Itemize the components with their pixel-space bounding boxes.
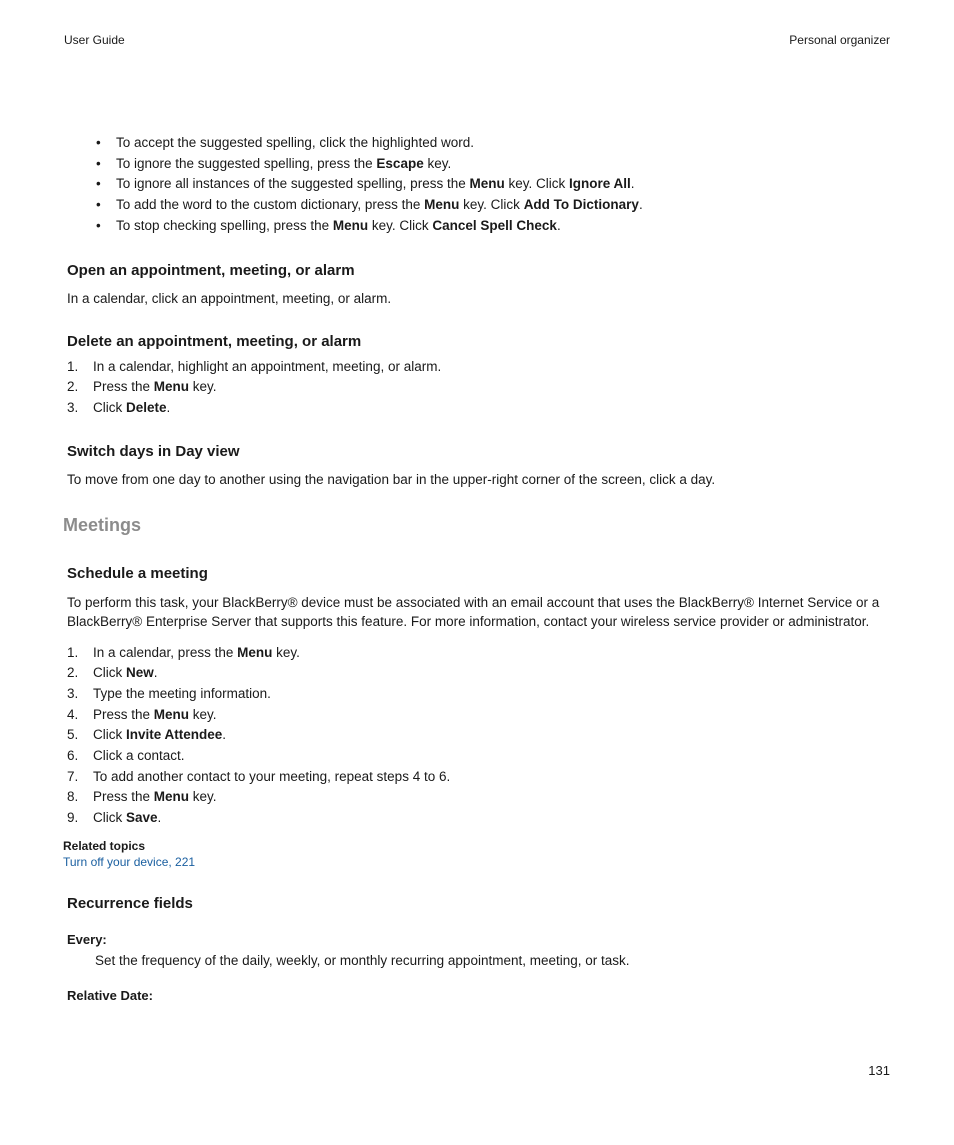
field-definition-every: Set the frequency of the daily, weekly, or monthly recurring appointment, meeting, or task.: [95, 953, 630, 968]
step-item: 2. Click New.: [67, 665, 158, 680]
step-item: 2. Press the Menu key.: [67, 379, 217, 394]
field-term-every: Every:: [67, 932, 107, 947]
list-item: • To ignore the suggested spelling, press the Escape key.: [96, 156, 452, 171]
list-item: • To ignore all instances of the suggested spelling, press the Menu key. Click Ignore All.: [96, 176, 635, 191]
chapter-heading-meetings: Meetings: [63, 515, 142, 535]
paragraph: To move from one day to another using the navigation bar in the upper-right corner of the screen, click a day.: [67, 472, 716, 487]
related-topics-heading: Related topics: [63, 839, 146, 853]
step-item: 7. To add another contact to your meeting, repeat steps 4 to 6.: [67, 769, 451, 784]
step-item: 9. Click Save.: [67, 810, 162, 825]
header-left: User Guide: [64, 33, 125, 47]
paragraph: In a calendar, click an appointment, meeting, or alarm.: [67, 291, 392, 306]
step-item: 4. Press the Menu key.: [67, 707, 217, 722]
header-right: Personal organizer: [789, 33, 890, 47]
step-item: 1. In a calendar, highlight an appointment, meeting, or alarm.: [67, 359, 442, 374]
section-heading-open: Open an appointment, meeting, or alarm: [67, 262, 355, 279]
list-item: • To add the word to the custom dictionary, press the Menu key. Click Add To Dictionary.: [96, 197, 643, 212]
step-item: 3. Click Delete.: [67, 400, 171, 415]
page-number: 131: [868, 1063, 890, 1078]
related-topic-link[interactable]: Turn off your device, 221: [63, 855, 196, 869]
step-item: 8. Press the Menu key.: [67, 789, 217, 804]
paragraph: To perform this task, your BlackBerry® device must be associated with an email account that uses the BlackBerry® Internet Service or a BlackBerry® Enterprise Server that supports this feature. For more information, contact your wireless service provider or administrator.: [67, 595, 880, 629]
list-item: • To accept the suggested spelling, click the highlighted word.: [96, 135, 474, 150]
step-item: 1. In a calendar, press the Menu key.: [67, 645, 300, 660]
section-heading-schedule: Schedule a meeting: [67, 565, 208, 582]
section-heading-delete: Delete an appointment, meeting, or alarm: [67, 333, 362, 350]
list-item: • To stop checking spelling, press the Menu key. Click Cancel Spell Check.: [96, 218, 561, 233]
step-item: 3. Type the meeting information.: [67, 686, 271, 701]
section-heading-recurrence: Recurrence fields: [67, 895, 193, 912]
step-item: 6. Click a contact.: [67, 748, 185, 763]
section-heading-switch: Switch days in Day view: [67, 443, 240, 460]
step-item: 5. Click Invite Attendee.: [67, 727, 227, 742]
field-term-relative-date: Relative Date:: [67, 988, 153, 1003]
